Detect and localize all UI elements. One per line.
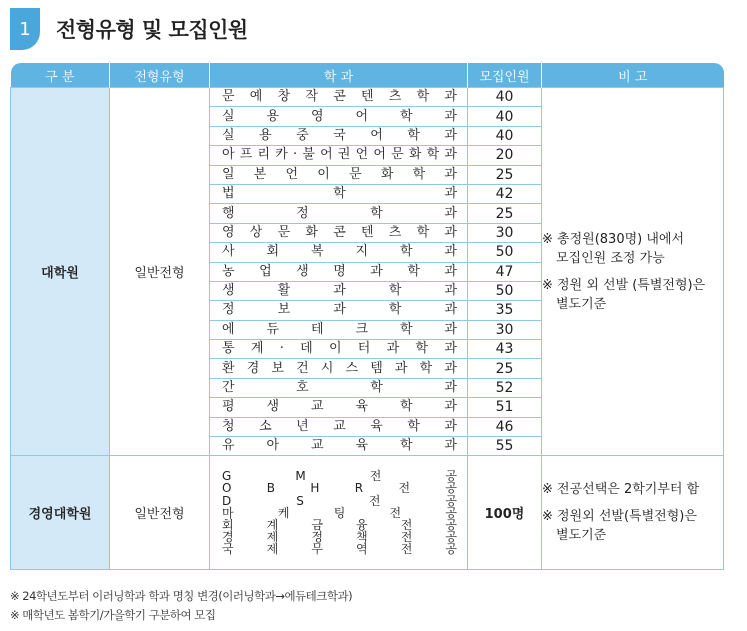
major-list [210,456,468,570]
department-name: 영 상 문 화 콘 텐 츠 학 과 [210,223,468,242]
department-name: 정 보 과 학 과 [210,301,468,320]
quota-count: 40 [468,88,542,107]
quota-count: 35 [468,301,542,320]
header-type: 전형유형 [110,63,210,88]
quota-count: 20 [468,146,542,165]
header-remarks: 비 고 [542,63,724,88]
department-name: 환 경 보 건 시 스 템 과 학 과 [210,359,468,378]
footnote: ※ 매학년도 봄학기/가을학기 구분하여 모집 [10,608,216,622]
department-name: 농 업 생 명 과 학 과 [210,262,468,281]
department-name: 생 활 과 학 과 [210,281,468,300]
major-name: D S 전 공 [222,493,457,508]
department-name: 문 예 창 작 콘 텐 츠 학 과 [210,88,468,107]
major-name: 경 제 정 책 전 공 [222,530,457,545]
quota-count: 25 [468,359,542,378]
quota-count: 25 [468,204,542,223]
remark-line: ※ 전공선택은 2학기부터 함 [542,482,700,498]
quota-count: 25 [468,165,542,184]
quota-count: 51 [468,398,542,417]
remarks-cell [542,456,724,570]
department-name: 법 학 과 [210,184,468,203]
department-name: 행 정 학 과 [210,204,468,223]
admission-table [10,63,724,570]
department-name: 사 회 복 지 학 과 [210,243,468,262]
quota-count: 47 [468,262,542,281]
quota-count: 50 [468,281,542,300]
major-name: 마 케 팅 전 공 [222,505,457,520]
group-name: 경영대학원 [11,456,110,570]
quota-count: 100명 [468,456,542,570]
quota-count: 46 [468,417,542,436]
major-name: 회 계 금 융 전 공 [222,518,457,533]
remark-line: 별도기준 [556,296,607,312]
remark-line: ※ 정원외 선발(특별전형)은 [542,509,697,525]
department-name: 아 프 리 카 · 불 어 권 언 어 문 화 학 과 [210,146,468,165]
section-title-bar [10,8,248,50]
major-name: G M 전 공 [222,469,457,484]
remark-line: 모집인원 조정 가능 [556,250,665,266]
department-name: 에 듀 테 크 학 과 [210,320,468,339]
footnote: ※ 24학년도부터 이러닝학과 학과 명칭 변경(이러닝학과→에듀테크학과) [10,589,353,603]
department-name: 청 소 년 교 육 학 과 [210,417,468,436]
header-category: 구 분 [11,63,110,88]
header-department: 학 과 [210,63,468,88]
remark-line: ※ 총정원(830명) 내에서 [542,231,685,247]
footnotes [10,587,352,625]
section-title: 전형유형 및 모집인원 [56,18,248,42]
department-name: 실 용 영 어 학 과 [210,107,468,126]
admission-type: 일반전형 [110,456,210,570]
quota-count: 55 [468,437,542,456]
quota-count: 40 [468,107,542,126]
table-row [11,88,724,107]
group-name: 대학원 [11,88,110,456]
section-number-badge: 1 [10,8,40,50]
department-name: 실 용 중 국 어 학 과 [210,126,468,145]
remark-line: 별도기준 [556,528,607,544]
department-name: 유 아 교 육 학 과 [210,437,468,456]
quota-count: 30 [468,320,542,339]
table-row [11,456,724,570]
department-name: 일 본 언 이 문 화 학 과 [210,165,468,184]
admission-type: 일반전형 [110,88,210,456]
quota-count: 42 [468,184,542,203]
remarks-cell [542,88,724,456]
remark-line: ※ 정원 외 선발 (특별전형)은 [542,277,706,293]
department-name: 간 호 학 과 [210,378,468,397]
table-header-row [11,63,724,88]
department-name: 평 생 교 육 학 과 [210,398,468,417]
quota-count: 43 [468,340,542,359]
quota-count: 30 [468,223,542,242]
major-name: O B H R 전 공 [222,481,457,496]
department-name: 통 계 · 데 이 터 과 학 과 [210,340,468,359]
header-quota: 모집인원 [468,63,542,88]
quota-count: 40 [468,126,542,145]
quota-count: 52 [468,378,542,397]
major-name: 국 제 무 역 전 공 [222,542,457,557]
quota-count: 50 [468,243,542,262]
